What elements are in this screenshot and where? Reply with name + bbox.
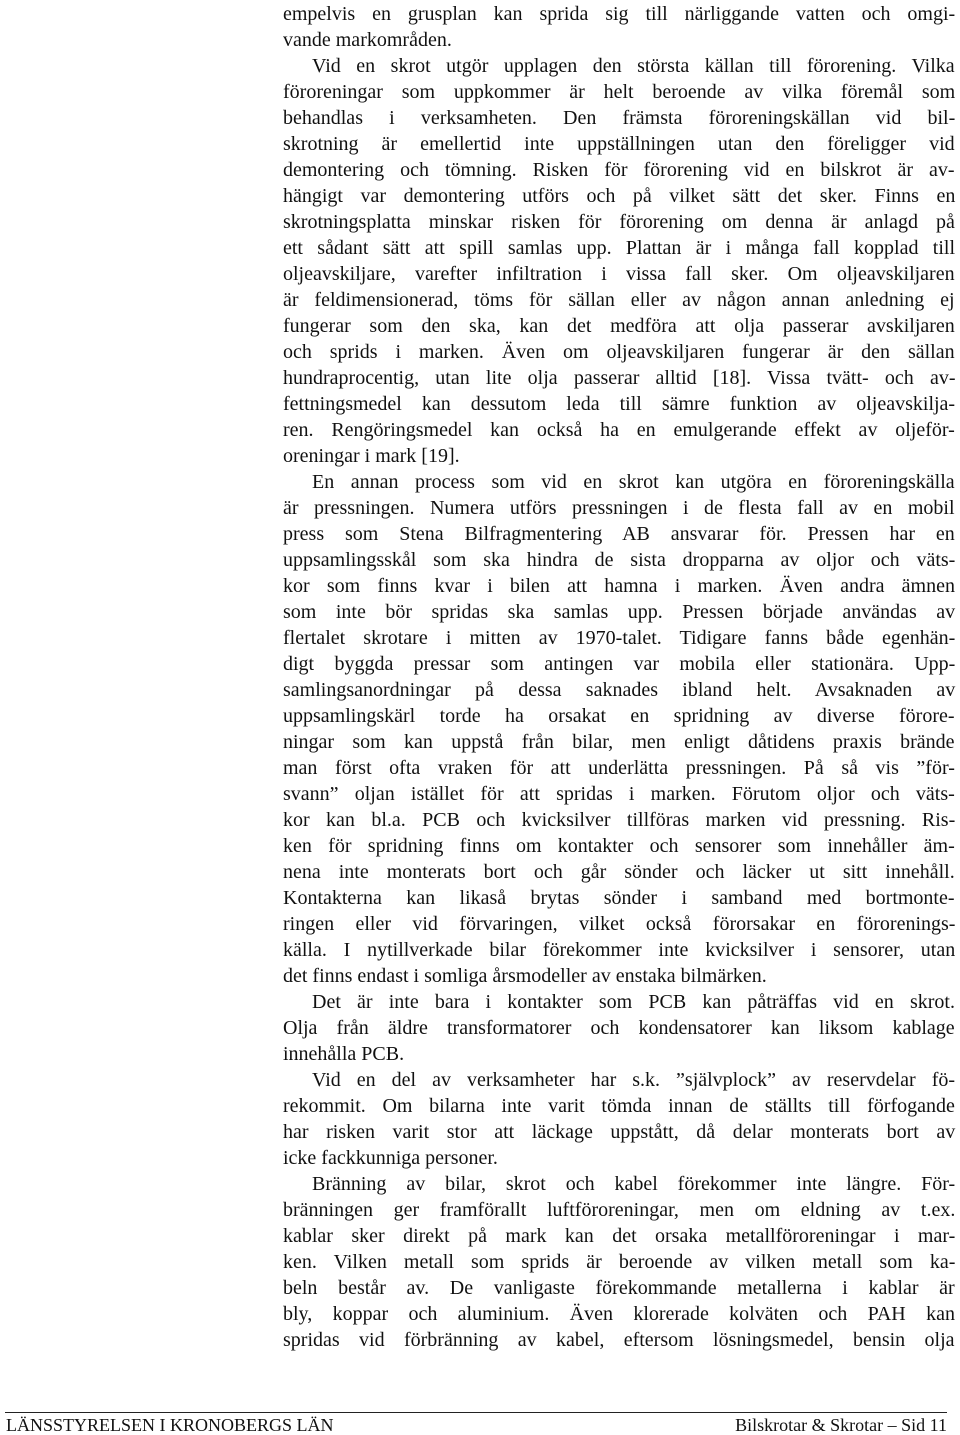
text-line: hängigt var demontering utförs och på vilket sätt det sker. Finns en <box>283 185 956 207</box>
text-line: ken. Vilken metall som sprids är beroende av vilken metall som ka- <box>283 1251 956 1273</box>
text-line: föroreningar som uppkommer är helt beroende av vilka föremål som <box>283 81 956 103</box>
text-line: som inte bör spridas ska samlas upp. Pressen började användas av <box>283 601 956 623</box>
text-line: ett sådant sätt att spill samlas upp. Plattan är i många fall kopplad till <box>283 237 955 259</box>
text-line: Det är inte bara i kontakter som PCB kan påträffas vid en skrot. <box>312 991 955 1013</box>
text-line: det finns endast i somliga årsmodeller av enstaka bilmärken. <box>283 965 767 987</box>
footer-organization: LÄNSSTYRELSEN I KRONOBERGS LÄN <box>6 1415 334 1435</box>
text-line: Bränning av bilar, skrot och kabel förekommer inte längre. För- <box>312 1173 956 1195</box>
text-line: Vid en del av verksamheter har s.k. ”självplock” av reservdelar fö- <box>312 1069 956 1091</box>
text-line: uppsamlingsskål som ska hindra de sista dropparna av oljor och väts- <box>283 549 956 571</box>
text-line: och sprids i marken. Även om oljeavskiljaren fungerar är den sällan <box>283 341 955 363</box>
text-line: är pressningen. Numera utförs pressningen i de flesta fall av en mobil <box>283 497 955 519</box>
text-line: ningar som kan uppstå från bilar, men enligt dåtidens praxis brände <box>283 731 955 753</box>
text-line: källa. I nytillverkade bilar förekommer inte kvicksilver i sensorer, utan <box>283 939 956 961</box>
text-line: rekommit. Om bilarna inte varit tömda innan de ställts till förfogande <box>283 1095 955 1117</box>
text-line: uppsamlingskärl torde ha orsakat en spridning av diverse förore- <box>283 705 955 727</box>
text-line: fungerar som den ska, kan det medföra att olja passerar avskiljaren <box>283 315 955 337</box>
text-line: fettningsmedel kan dessutom leda till sämre funktion av oljeavskilja- <box>283 393 956 415</box>
text-line: är feldimensionerad, töms för sällan eller av någon annan anledning ej <box>283 289 955 311</box>
text-line: behandlas i verksamheten. Den främsta föroreningskällan vid bil- <box>283 107 956 129</box>
text-line: skrotningsplatta minskar risken för förorening om denna är anlagd på <box>283 211 955 233</box>
text-line: ken för spridning finns om kontakter och sensorer som innehåller äm- <box>283 835 955 857</box>
text-line: kablar sker direkt på mark kan det orsaka metallföroreningar i mar- <box>283 1225 956 1247</box>
text-line: ringen eller vid förvaringen, vilket också förorsakar en förorenings- <box>283 913 956 935</box>
text-line: Kontakterna kan likaså brytas sönder i samband med bortmonte- <box>283 887 955 909</box>
text-line: innehålla PCB. <box>283 1043 405 1065</box>
text-line: skrotning är emellertid inte uppställningen utan den föreligger vid <box>283 133 955 155</box>
footer-page-number: Bilskrotar & Skrotar – Sid 11 <box>735 1415 947 1435</box>
text-line: icke fackkunniga personer. <box>283 1147 498 1169</box>
text-line: spridas vid förbränning av kabel, eftersom lösningsmedel, bensin olja <box>283 1329 955 1351</box>
text-line: digt byggda pressar som antingen var mobila eller stationära. Upp- <box>283 653 956 675</box>
text-line: kor kan bl.a. PCB och kvicksilver tillföras marken vid pressning. Ris- <box>283 809 956 831</box>
text-line: press som Stena Bilfragmentering AB ansvarar för. Pressen har en <box>283 523 955 545</box>
text-line: beln består av. De vanligaste förekommande metallerna i kablar är <box>283 1277 955 1299</box>
text-line: samlingsanordningar på dessa saknades ibland helt. Avsaknaden av <box>283 679 956 701</box>
footer-divider <box>5 1412 947 1413</box>
text-line: hundraprocentig, utan lite olja passerar alltid [18]. Vissa tvätt- och av- <box>283 367 956 389</box>
text-line: man först ofta vraken för att underlätta pressningen. På så vis ”för- <box>283 757 955 779</box>
text-line: bly, koppar och aluminium. Även klorerade kolväten och PAH kan <box>283 1303 955 1325</box>
text-line: oljeavskiljare, varefter infiltration i vissa fall sker. Om oljeavskiljaren <box>283 263 955 285</box>
text-line: Olja från äldre transformatorer och kondensatorer kan liksom kablage <box>283 1017 955 1039</box>
text-line: oreningar i mark [19]. <box>283 445 460 467</box>
text-line: har risken varit stor att läckage uppstått, då delar monterats bort av <box>283 1121 956 1143</box>
text-line: bränningen ger framförallt luftföroreningar, men om eldning av t.ex. <box>283 1199 956 1221</box>
text-line: Vid en skrot utgör upplagen den största källan till förorening. Vilka <box>312 55 955 77</box>
text-line: vande markområden. <box>283 29 452 51</box>
text-line: En annan process som vid en skrot kan utgöra en föroreningskälla <box>312 471 955 493</box>
text-line: flertalet skrotare i mitten av 1970-talet. Tidigare fanns både egenhän- <box>283 627 956 649</box>
text-line: ren. Rengöringsmedel kan också ha en emulgerande effekt av oljeför- <box>283 419 955 441</box>
text-line: nena inte monterats bort och går sönder och läcker ut sitt innehåll. <box>283 861 955 883</box>
text-line: demontering och tömning. Risken för förorening vid en bilskrot är av- <box>283 159 955 181</box>
text-line: kor som finns kvar i bilen att hamna i marken. Även andra ämnen <box>283 575 955 597</box>
text-line: svann” oljan istället för att spridas i marken. Förutom oljor och väts- <box>283 783 955 805</box>
text-line: empelvis en grusplan kan sprida sig till närliggande vatten och omgi- <box>283 3 956 25</box>
